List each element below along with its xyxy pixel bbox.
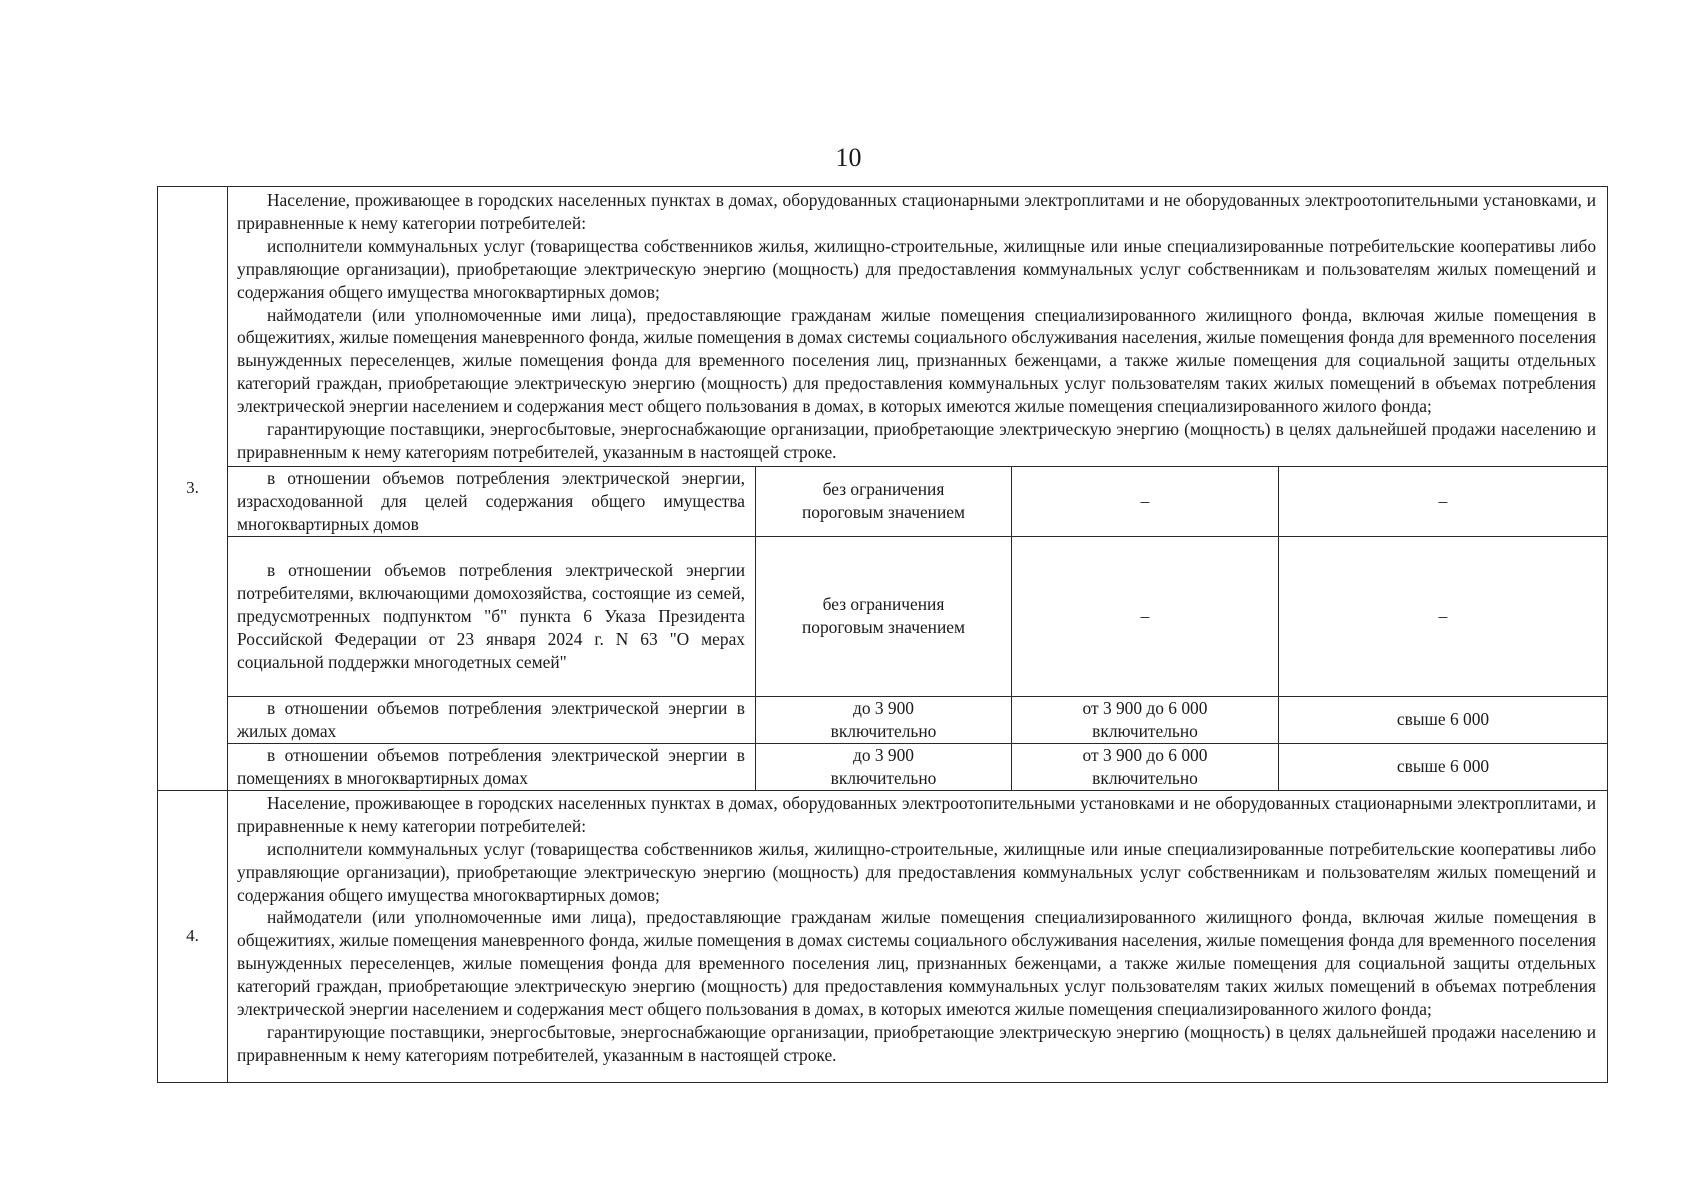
row-number-3: 3. bbox=[158, 187, 228, 791]
threshold-lower: без ограничения пороговым значением bbox=[756, 466, 1012, 536]
tariff-table bbox=[157, 186, 1608, 1083]
table-row bbox=[158, 536, 1608, 696]
paragraph: наймодатели (или уполномоченные ими лица), предоставляющие гражданам жилые помещения специализированного жилищного фонда, включая жилые помещения в общежитиях, жилые помещения маневренного фонда, жилые помещения в домах системы социального обслуживания населения, жилые помещения фонда для временного поселения вынужденных переселенцев, жилые помещения фонда для временного поселения лиц, признанных беженцами, а также жилые помещения для социальной защиты отдельных категорий граждан, приобретающие электрическую энергию (мощность) для предоставления коммунальных услуг пользователям таких жилых помещений в объемах потребления электрической энергии населением и содержания мест общего пользования в домах, в которых имеются жилые помещения специализированного жилого фонда; bbox=[237, 907, 1597, 1020]
threshold-upper: – bbox=[1279, 536, 1608, 696]
threshold-lower: до 3 900 включительно bbox=[756, 743, 1012, 790]
threshold-lower: до 3 900 включительно bbox=[756, 696, 1012, 743]
subrow-description: в отношении объемов потребления электрической энергии, израсходованной для целей содержания общего имущества многоквартирных домов bbox=[228, 466, 756, 536]
paragraph: наймодатели (или уполномоченные ими лица), предоставляющие гражданам жилые помещения специализированного жилищного фонда, включая жилые помещения в общежитиях, жилые помещения маневренного фонда, жилые помещения в домах системы социального обслуживания населения, жилые помещения фонда для временного поселения вынужденных переселенцев, жилые помещения фонда для временного поселения лиц, признанных беженцами, а также жилые помещения для социальной защиты отдельных категорий граждан, приобретающие электрическую энергию (мощность) для предоставления коммунальных услуг пользователям таких жилых помещений в объемах потребления электрической энергии населением и содержания мест общего пользования в домах, в которых имеются жилые помещения специализированного жилого фонда; bbox=[237, 304, 1597, 417]
threshold-middle: – bbox=[1012, 536, 1279, 696]
paragraph: гарантирующие поставщики, энергосбытовые, энергоснабжающие организации, приобретающие электрическую энергию (мощность) в целях дальнейшей продажи населению и приравненным к нему категориям потребителей, указанным в настоящей строке. bbox=[237, 1021, 1597, 1065]
row-number-4: 4. bbox=[158, 790, 228, 1082]
row-4 bbox=[158, 790, 1608, 1082]
table-row bbox=[158, 696, 1608, 743]
subrow-description: в отношении объемов потребления электрической энергии потребителями, включающими домохозяйства, состоящие из семей, предусмотренных подпунктом "б" пункта 6 Указа Президента Российской Федерации от 23 января 2024 г. N 63 "О мерах социальной поддержки многодетных семей" bbox=[228, 536, 756, 696]
table-row bbox=[158, 743, 1608, 790]
row-4-text bbox=[228, 790, 1608, 1082]
threshold-middle: – bbox=[1012, 466, 1279, 536]
table-row bbox=[158, 466, 1608, 536]
paragraph: исполнители коммунальных услуг (товарищества собственников жилья, жилищно-строительные, жилищные или иные специализированные потребительские кооперативы либо управляющие организации), приобретающие электрическую энергию (мощность) для предоставления коммунальных услуг собственникам и пользователям жилых помещений и содержания общего имущества многоквартирных домов; bbox=[237, 838, 1597, 905]
threshold-lower: без ограничения пороговым значением bbox=[756, 536, 1012, 696]
page-number: 10 bbox=[835, 143, 862, 172]
row-3-header bbox=[158, 187, 1608, 467]
threshold-middle: от 3 900 до 6 000 включительно bbox=[1012, 743, 1279, 790]
paragraph: исполнители коммунальных услуг (товарищества собственников жилья, жилищно-строительные, жилищные или иные специализированные потребительские кооперативы либо управляющие организации), приобретающие электрическую энергию (мощность) для предоставления коммунальных услуг собственникам и пользователям жилых помещений и содержания общего имущества многоквартирных домов; bbox=[237, 235, 1597, 302]
paragraph: гарантирующие поставщики, энергосбытовые, энергоснабжающие организации, приобретающие электрическую энергию (мощность) в целях дальнейшей продажи населению и приравненным к нему категориям потребителей, указанным в настоящей строке. bbox=[237, 419, 1597, 462]
threshold-middle: от 3 900 до 6 000 включительно bbox=[1012, 696, 1279, 743]
paragraph: Население, проживающее в городских населенных пунктах в домах, оборудованных электроотопительными установками и не оборудованных стационарными электроплитами, и приравненные к нему категории потребителей: bbox=[237, 792, 1597, 836]
subrow-description: в отношении объемов потребления электрической энергии в жилых домах bbox=[228, 696, 756, 743]
threshold-upper: свыше 6 000 bbox=[1279, 743, 1608, 790]
paragraph: Население, проживающее в городских населенных пунктах в домах, оборудованных стационарными электроплитами и не оборудованных электроотопительными установками, и приравненные к нему категории потребителей: bbox=[237, 190, 1597, 233]
threshold-upper: – bbox=[1279, 466, 1608, 536]
subrow-description: в отношении объемов потребления электрической энергии в помещениях в многоквартирных домах bbox=[228, 743, 756, 790]
row-3-text bbox=[228, 187, 1608, 467]
threshold-upper: свыше 6 000 bbox=[1279, 696, 1608, 743]
